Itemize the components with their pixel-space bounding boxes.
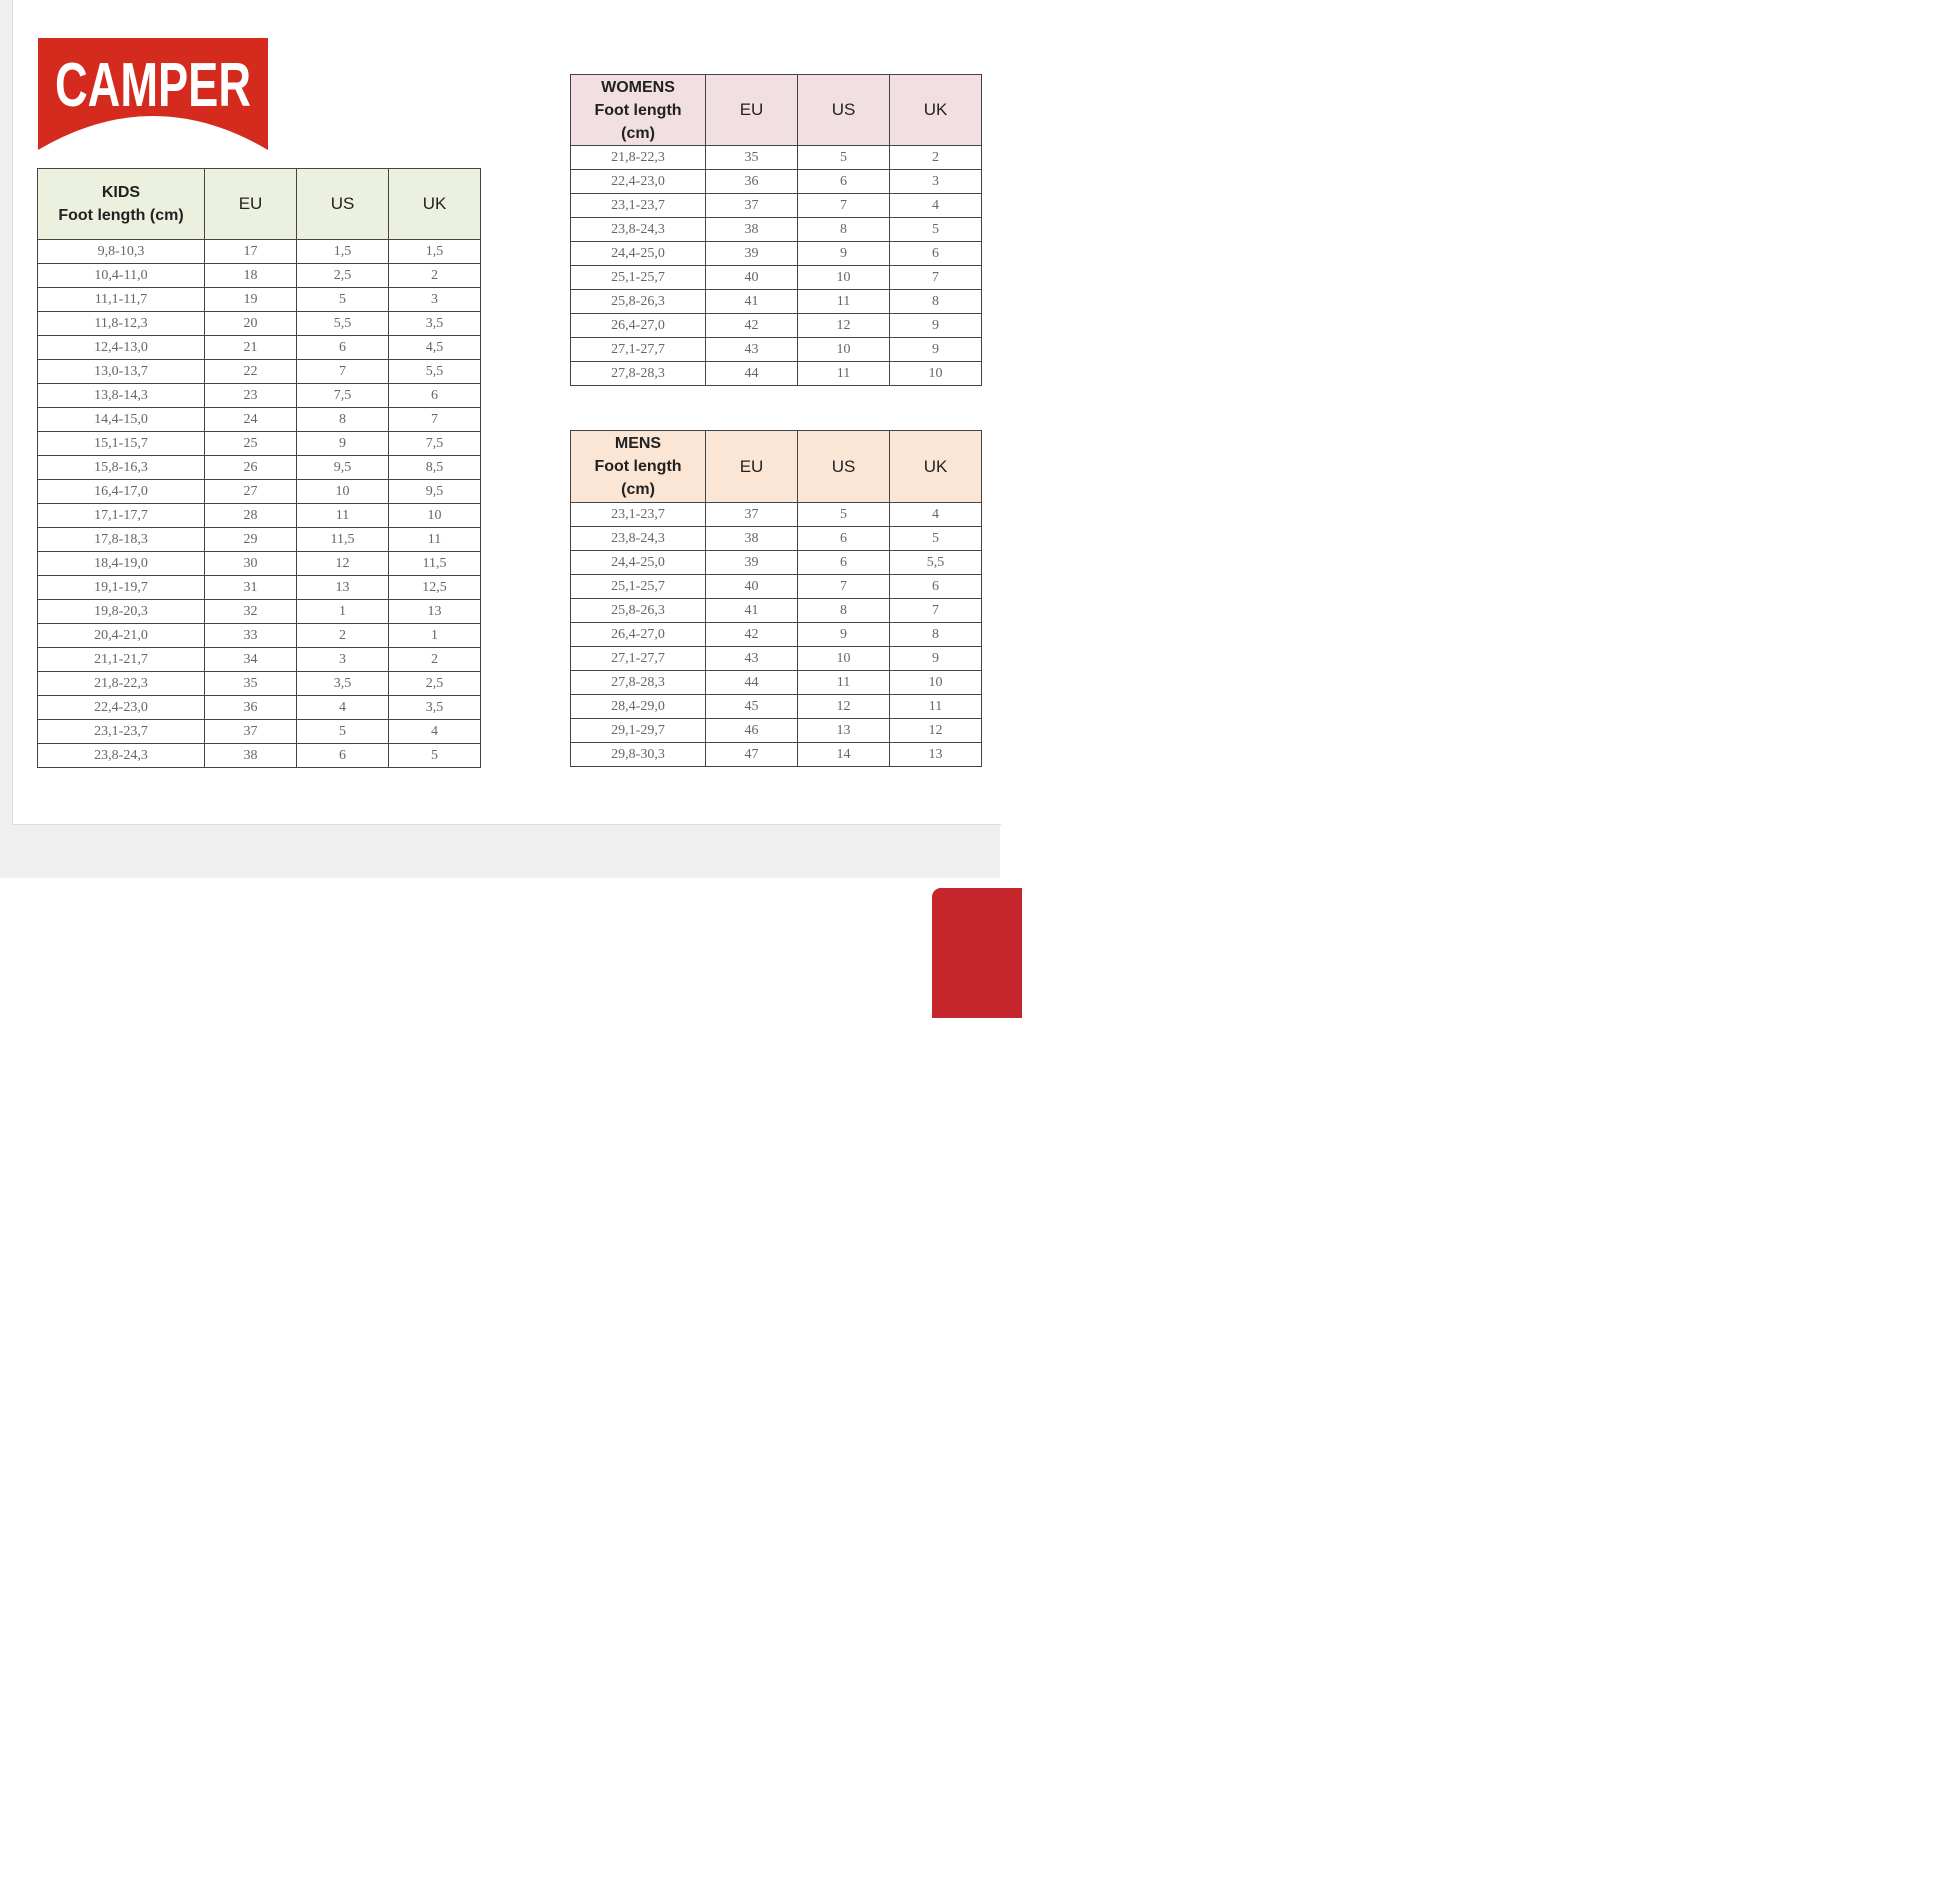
cell-eu: 43 bbox=[706, 338, 798, 362]
cell-foot-length: 26,4-27,0 bbox=[571, 623, 706, 647]
cell-eu: 28 bbox=[205, 504, 297, 528]
mens-uk-header: UK bbox=[890, 431, 982, 503]
table-row bbox=[38, 528, 481, 552]
cell-eu: 25 bbox=[205, 432, 297, 456]
table-row bbox=[571, 599, 982, 623]
table-row bbox=[38, 504, 481, 528]
mens-size-table bbox=[570, 430, 982, 767]
cell-uk: 8 bbox=[890, 290, 982, 314]
cell-us: 2 bbox=[297, 624, 389, 648]
cell-eu: 41 bbox=[706, 290, 798, 314]
table-row bbox=[571, 623, 982, 647]
mens-header-row bbox=[571, 431, 982, 503]
kids-title: KIDS bbox=[101, 184, 141, 201]
cell-eu: 24 bbox=[205, 408, 297, 432]
camper-logo bbox=[38, 38, 268, 150]
cell-eu: 37 bbox=[706, 503, 798, 527]
cell-eu: 42 bbox=[706, 623, 798, 647]
cell-uk: 5 bbox=[389, 744, 481, 768]
cell-us: 7 bbox=[798, 194, 890, 218]
cell-foot-length: 25,1-25,7 bbox=[571, 266, 706, 290]
cell-foot-length: 22,4-23,0 bbox=[38, 696, 205, 720]
cell-foot-length: 25,1-25,7 bbox=[571, 575, 706, 599]
cell-uk: 3,5 bbox=[389, 312, 481, 336]
cell-foot-length: 27,8-28,3 bbox=[571, 362, 706, 386]
cell-uk: 9 bbox=[890, 647, 982, 671]
cell-eu: 35 bbox=[205, 672, 297, 696]
cell-us: 9 bbox=[798, 242, 890, 266]
cell-eu: 34 bbox=[205, 648, 297, 672]
cell-eu: 26 bbox=[205, 456, 297, 480]
cell-uk: 9 bbox=[890, 338, 982, 362]
cell-uk: 4,5 bbox=[389, 336, 481, 360]
cell-foot-length: 23,1-23,7 bbox=[571, 194, 706, 218]
cell-eu: 29 bbox=[205, 528, 297, 552]
table-row bbox=[571, 671, 982, 695]
cell-uk: 7 bbox=[389, 408, 481, 432]
cell-foot-length: 13,0-13,7 bbox=[38, 360, 205, 384]
cell-foot-length: 21,1-21,7 bbox=[38, 648, 205, 672]
cell-uk: 5,5 bbox=[389, 360, 481, 384]
cell-uk: 13 bbox=[890, 743, 982, 767]
cell-foot-length: 17,1-17,7 bbox=[38, 504, 205, 528]
table-row bbox=[38, 336, 481, 360]
cell-eu: 38 bbox=[706, 527, 798, 551]
cell-us: 10 bbox=[798, 647, 890, 671]
cell-us: 10 bbox=[798, 266, 890, 290]
cell-uk: 12,5 bbox=[389, 576, 481, 600]
table-row bbox=[571, 647, 982, 671]
table-row bbox=[571, 527, 982, 551]
cell-foot-length: 24,4-25,0 bbox=[571, 242, 706, 266]
table-row bbox=[38, 384, 481, 408]
cell-eu: 39 bbox=[706, 242, 798, 266]
cell-uk: 10 bbox=[890, 362, 982, 386]
cell-us: 11 bbox=[798, 290, 890, 314]
cell-foot-length: 16,4-17,0 bbox=[38, 480, 205, 504]
cell-uk: 2 bbox=[389, 648, 481, 672]
cell-uk: 5 bbox=[890, 527, 982, 551]
cell-eu: 31 bbox=[205, 576, 297, 600]
cell-eu: 37 bbox=[706, 194, 798, 218]
cell-us: 11 bbox=[798, 362, 890, 386]
cell-us: 13 bbox=[798, 719, 890, 743]
mens-us-header: US bbox=[798, 431, 890, 503]
cell-eu: 47 bbox=[706, 743, 798, 767]
table-row bbox=[38, 456, 481, 480]
cell-uk: 9 bbox=[890, 314, 982, 338]
cell-eu: 45 bbox=[706, 695, 798, 719]
cell-uk: 6 bbox=[389, 384, 481, 408]
cell-us: 11,5 bbox=[297, 528, 389, 552]
womens-uk-header: UK bbox=[890, 75, 982, 146]
cell-us: 5 bbox=[798, 146, 890, 170]
cell-eu: 44 bbox=[706, 362, 798, 386]
cell-uk: 7,5 bbox=[389, 432, 481, 456]
cell-foot-length: 23,1-23,7 bbox=[38, 720, 205, 744]
cell-us: 12 bbox=[798, 314, 890, 338]
cell-eu: 38 bbox=[706, 218, 798, 242]
cell-uk: 8 bbox=[890, 623, 982, 647]
table-row bbox=[38, 432, 481, 456]
cell-eu: 44 bbox=[706, 671, 798, 695]
kids-header-row bbox=[38, 169, 481, 240]
cell-foot-length: 13,8-14,3 bbox=[38, 384, 205, 408]
cell-eu: 42 bbox=[706, 314, 798, 338]
table-row bbox=[571, 194, 982, 218]
cell-eu: 19 bbox=[205, 288, 297, 312]
cell-uk: 1,5 bbox=[389, 240, 481, 264]
cell-eu: 39 bbox=[706, 551, 798, 575]
cell-us: 5 bbox=[297, 288, 389, 312]
cell-us: 6 bbox=[798, 170, 890, 194]
cell-foot-length: 29,1-29,7 bbox=[571, 719, 706, 743]
cell-us: 7,5 bbox=[297, 384, 389, 408]
cell-us: 5 bbox=[798, 503, 890, 527]
cell-uk: 3,5 bbox=[389, 696, 481, 720]
cell-uk: 5 bbox=[890, 218, 982, 242]
kids-uk-header: UK bbox=[389, 169, 481, 240]
cell-eu: 40 bbox=[706, 575, 798, 599]
cell-us: 8 bbox=[297, 408, 389, 432]
cell-uk: 6 bbox=[890, 575, 982, 599]
table-row bbox=[38, 552, 481, 576]
cell-uk: 9,5 bbox=[389, 480, 481, 504]
kids-foot-length-header bbox=[38, 169, 205, 240]
table-row bbox=[571, 362, 982, 386]
cell-us: 7 bbox=[297, 360, 389, 384]
cell-eu: 21 bbox=[205, 336, 297, 360]
cell-us: 13 bbox=[297, 576, 389, 600]
cell-uk: 10 bbox=[890, 671, 982, 695]
cell-uk: 4 bbox=[890, 503, 982, 527]
cell-eu: 37 bbox=[205, 720, 297, 744]
logo-wordmark: CAMPER bbox=[55, 51, 251, 120]
table-row bbox=[571, 719, 982, 743]
table-row bbox=[38, 312, 481, 336]
cell-uk: 10 bbox=[389, 504, 481, 528]
cell-us: 12 bbox=[297, 552, 389, 576]
table-row bbox=[38, 264, 481, 288]
cell-uk: 11,5 bbox=[389, 552, 481, 576]
cell-us: 6 bbox=[798, 527, 890, 551]
kids-subtitle: Foot length (cm) bbox=[58, 207, 184, 224]
table-row bbox=[571, 266, 982, 290]
cell-foot-length: 17,8-18,3 bbox=[38, 528, 205, 552]
table-row bbox=[38, 240, 481, 264]
table-row bbox=[38, 288, 481, 312]
table-row bbox=[571, 314, 982, 338]
table-row bbox=[38, 576, 481, 600]
mens-table-body bbox=[571, 503, 982, 767]
cell-uk: 2,5 bbox=[389, 672, 481, 696]
cell-eu: 41 bbox=[706, 599, 798, 623]
cell-uk: 3 bbox=[389, 288, 481, 312]
mens-title: MENS bbox=[614, 435, 662, 452]
womens-eu-header: EU bbox=[706, 75, 798, 146]
camper-logo-mark bbox=[38, 38, 268, 150]
cell-foot-length: 24,4-25,0 bbox=[571, 551, 706, 575]
table-row bbox=[571, 146, 982, 170]
cell-us: 1,5 bbox=[297, 240, 389, 264]
womens-foot-length-header bbox=[571, 75, 706, 146]
cell-foot-length: 27,1-27,7 bbox=[571, 647, 706, 671]
cell-foot-length: 28,4-29,0 bbox=[571, 695, 706, 719]
cell-foot-length: 11,1-11,7 bbox=[38, 288, 205, 312]
mens-subtitle: Foot length bbox=[594, 458, 682, 475]
cell-us: 4 bbox=[297, 696, 389, 720]
cell-eu: 32 bbox=[205, 600, 297, 624]
cell-us: 1 bbox=[297, 600, 389, 624]
cell-uk: 6 bbox=[890, 242, 982, 266]
cell-uk: 13 bbox=[389, 600, 481, 624]
cell-foot-length: 19,8-20,3 bbox=[38, 600, 205, 624]
cell-eu: 36 bbox=[706, 170, 798, 194]
mens-foot-length-header bbox=[571, 431, 706, 503]
table-row bbox=[38, 648, 481, 672]
mens-unit: (cm) bbox=[621, 481, 655, 498]
cell-us: 8 bbox=[798, 599, 890, 623]
mens-eu-header: EU bbox=[706, 431, 798, 503]
cell-us: 3 bbox=[297, 648, 389, 672]
cell-eu: 43 bbox=[706, 647, 798, 671]
kids-us-header: US bbox=[297, 169, 389, 240]
womens-size-table bbox=[570, 74, 982, 386]
cell-us: 11 bbox=[297, 504, 389, 528]
cell-foot-length: 27,8-28,3 bbox=[571, 671, 706, 695]
table-row bbox=[571, 743, 982, 767]
cell-us: 5,5 bbox=[297, 312, 389, 336]
cell-foot-length: 22,4-23,0 bbox=[571, 170, 706, 194]
cell-us: 2,5 bbox=[297, 264, 389, 288]
kids-eu-header: EU bbox=[205, 169, 297, 240]
cell-foot-length: 25,8-26,3 bbox=[571, 290, 706, 314]
womens-us-header: US bbox=[798, 75, 890, 146]
cell-uk: 7 bbox=[890, 266, 982, 290]
cell-uk: 11 bbox=[890, 695, 982, 719]
cell-uk: 4 bbox=[389, 720, 481, 744]
cell-uk: 7 bbox=[890, 599, 982, 623]
cell-us: 3,5 bbox=[297, 672, 389, 696]
cell-us: 10 bbox=[798, 338, 890, 362]
cell-us: 5 bbox=[297, 720, 389, 744]
cell-eu: 33 bbox=[205, 624, 297, 648]
help-button[interactable] bbox=[932, 888, 1951, 1888]
cell-uk: 4 bbox=[890, 194, 982, 218]
cell-uk: 11 bbox=[389, 528, 481, 552]
table-row bbox=[38, 696, 481, 720]
cell-foot-length: 26,4-27,0 bbox=[571, 314, 706, 338]
cell-uk: 1 bbox=[389, 624, 481, 648]
help-label: Help? bbox=[1918, 1809, 1951, 1888]
table-row bbox=[38, 600, 481, 624]
womens-header-row bbox=[571, 75, 982, 146]
cell-foot-length: 23,1-23,7 bbox=[571, 503, 706, 527]
table-row bbox=[38, 720, 481, 744]
table-row bbox=[571, 218, 982, 242]
table-row bbox=[571, 338, 982, 362]
cell-us: 14 bbox=[798, 743, 890, 767]
cell-eu: 30 bbox=[205, 552, 297, 576]
cell-uk: 5,5 bbox=[890, 551, 982, 575]
cell-foot-length: 10,4-11,0 bbox=[38, 264, 205, 288]
cell-eu: 35 bbox=[706, 146, 798, 170]
table-row bbox=[38, 408, 481, 432]
cell-eu: 38 bbox=[205, 744, 297, 768]
cell-foot-length: 15,1-15,7 bbox=[38, 432, 205, 456]
cell-foot-length: 14,4-15,0 bbox=[38, 408, 205, 432]
table-row bbox=[38, 744, 481, 768]
cell-foot-length: 29,8-30,3 bbox=[571, 743, 706, 767]
womens-unit: (cm) bbox=[621, 124, 655, 142]
table-row bbox=[571, 503, 982, 527]
cell-eu: 23 bbox=[205, 384, 297, 408]
cell-eu: 40 bbox=[706, 266, 798, 290]
cell-us: 9 bbox=[798, 623, 890, 647]
cell-foot-length: 11,8-12,3 bbox=[38, 312, 205, 336]
table-row bbox=[571, 551, 982, 575]
cell-uk: 2 bbox=[389, 264, 481, 288]
cell-eu: 18 bbox=[205, 264, 297, 288]
cell-us: 6 bbox=[297, 336, 389, 360]
table-row bbox=[38, 360, 481, 384]
cell-foot-length: 19,1-19,7 bbox=[38, 576, 205, 600]
table-row bbox=[571, 575, 982, 599]
cell-eu: 36 bbox=[205, 696, 297, 720]
womens-title: WOMENS bbox=[601, 78, 675, 96]
cell-foot-length: 20,4-21,0 bbox=[38, 624, 205, 648]
table-row bbox=[571, 290, 982, 314]
cell-eu: 27 bbox=[205, 480, 297, 504]
cell-foot-length: 9,8-10,3 bbox=[38, 240, 205, 264]
cell-foot-length: 27,1-27,7 bbox=[571, 338, 706, 362]
cell-us: 10 bbox=[297, 480, 389, 504]
cell-us: 11 bbox=[798, 671, 890, 695]
cell-us: 8 bbox=[798, 218, 890, 242]
cell-us: 9,5 bbox=[297, 456, 389, 480]
cell-foot-length: 23,8-24,3 bbox=[571, 218, 706, 242]
table-row bbox=[38, 480, 481, 504]
womens-table-body bbox=[571, 146, 982, 386]
cell-uk: 12 bbox=[890, 719, 982, 743]
cell-us: 12 bbox=[798, 695, 890, 719]
table-row bbox=[571, 170, 982, 194]
cell-eu: 20 bbox=[205, 312, 297, 336]
cell-uk: 2 bbox=[890, 146, 982, 170]
table-row bbox=[571, 242, 982, 266]
cell-foot-length: 18,4-19,0 bbox=[38, 552, 205, 576]
cell-us: 9 bbox=[297, 432, 389, 456]
cell-foot-length: 23,8-24,3 bbox=[571, 527, 706, 551]
cell-us: 7 bbox=[798, 575, 890, 599]
cell-uk: 3 bbox=[890, 170, 982, 194]
cell-eu: 22 bbox=[205, 360, 297, 384]
cell-foot-length: 15,8-16,3 bbox=[38, 456, 205, 480]
cell-foot-length: 21,8-22,3 bbox=[38, 672, 205, 696]
table-row bbox=[571, 695, 982, 719]
cell-eu: 17 bbox=[205, 240, 297, 264]
cell-foot-length: 23,8-24,3 bbox=[38, 744, 205, 768]
kids-table-body bbox=[38, 240, 481, 768]
table-row bbox=[38, 672, 481, 696]
cell-foot-length: 25,8-26,3 bbox=[571, 599, 706, 623]
cell-us: 6 bbox=[798, 551, 890, 575]
cell-eu: 46 bbox=[706, 719, 798, 743]
cell-uk: 8,5 bbox=[389, 456, 481, 480]
kids-size-table bbox=[37, 168, 481, 768]
womens-subtitle: Foot length bbox=[594, 101, 682, 119]
cell-us: 6 bbox=[297, 744, 389, 768]
cell-foot-length: 12,4-13,0 bbox=[38, 336, 205, 360]
cell-foot-length: 21,8-22,3 bbox=[571, 146, 706, 170]
table-row bbox=[38, 624, 481, 648]
